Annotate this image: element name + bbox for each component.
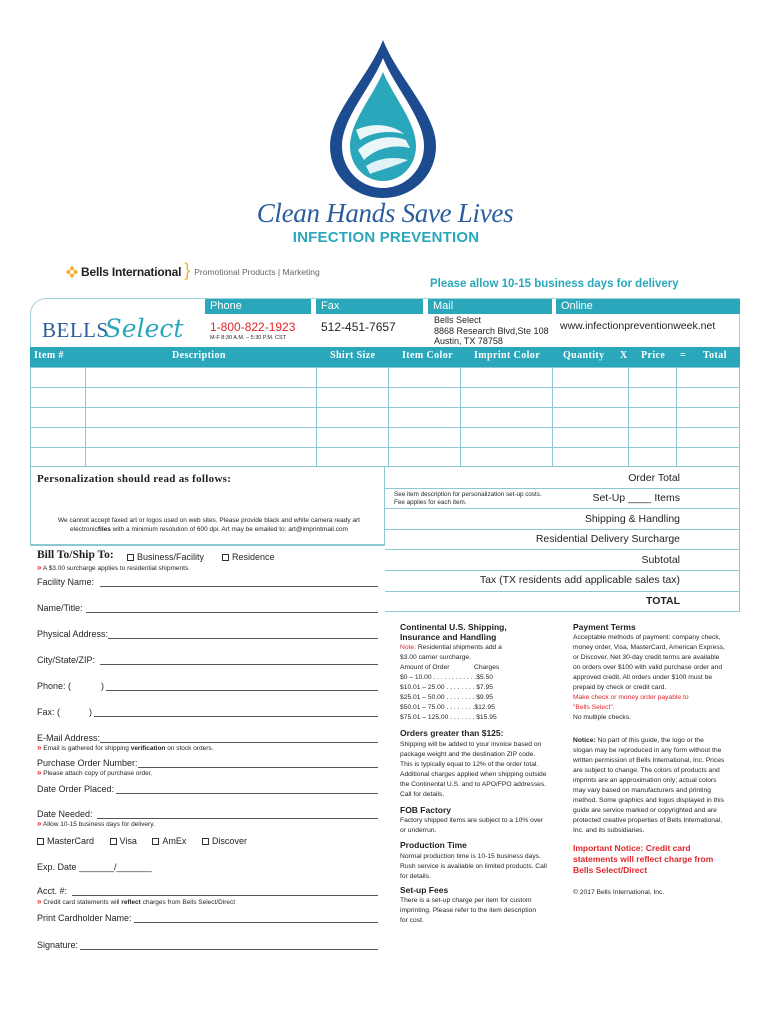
name-title-label: Name/Title: [37,603,83,613]
logo-select-text: Select [104,314,184,343]
surcharge-note [37,563,190,572]
art-note-line-1: We cannot accept faxed art or logos used on web sites. Please provide black and white camera ready art [58,517,360,524]
setup-cost-note: See item description for personalization set-up costs. Fee applies for each item. [394,491,542,506]
date-needed-note-text: Allow 10-15 business days for delivery. [42,821,155,828]
mail-address [434,315,549,347]
checkbox-icon[interactable] [222,554,229,561]
notice-line: may vary based on manufacturers and printing [573,787,711,794]
shipping-handling-label: Shipping & Handling [584,513,680,525]
shipping-note-label: Note: [400,644,416,651]
charge-row: $10.01 – 25.00 . . . . . . . . $7.95 [400,684,493,691]
payment-line: or Discover. Net 30-day credit terms are available [573,654,720,661]
phone-input[interactable] [106,690,378,691]
chevron-icon: » [37,743,42,752]
order-total-label: Order Total [628,472,680,484]
row-divider [30,407,740,408]
col-x: X [620,350,628,361]
card-label-3: Discover [211,836,247,846]
date-needed-label: Date Needed: [37,809,93,819]
shipping-title [400,622,507,642]
date-needed-note [37,819,155,828]
po-label: Purchase Order Number: [37,758,138,768]
card-label-2: AmEx [162,836,187,846]
setup-fees-body [400,896,536,926]
amount-col-header: Amount of Order [400,664,450,671]
acct-note [37,897,235,906]
notice-body [573,736,724,836]
subheadline: INFECTION PREVENTION [292,229,480,246]
charge-row: $50.01 – 75.00 . . . . . . . .$12.95 [400,704,495,711]
col-divider [628,367,629,467]
email-note [37,743,213,752]
payment-line: money order, Visa, MasterCard, American Express, [573,644,725,651]
date-placed-input[interactable] [116,793,378,794]
totals-divider [385,591,740,592]
notice-label: Notice: [573,737,596,744]
email-note-a: Email is gathered for shipping [43,745,131,752]
no-multiple-checks: No multiple checks. [573,714,631,721]
important-notice [573,843,713,876]
payable-note: Make check or money order payable to [573,694,689,701]
shipping-note-text-2: $3.00 carrier surcharge. [400,654,471,661]
email-note-c: on stock orders. [165,745,214,752]
charge-row: $75.01 – 125.00 . . . . . . . $15.95 [400,714,497,721]
payment-line: Acceptable methods of payment: company check, [573,634,721,641]
payment-terms-title: Payment Terms [573,622,636,632]
payment-line: on orders over $100 with valid purchase order and [573,664,723,671]
col-quantity: Quantity [563,350,605,361]
totals-divider [385,549,740,550]
phone-number[interactable]: 1-800-822-1923 [210,320,296,334]
option-business[interactable] [127,552,204,562]
physical-address-input[interactable] [108,638,378,639]
flower-icon [66,266,78,278]
production-body [400,852,547,882]
charge-row: $25.01 – 50.00 . . . . . . . . $9.95 [400,694,493,701]
shipping-title-line-2: Insurance and Handling [400,632,497,642]
physical-address-label: Physical Address: [37,629,109,639]
production-title: Production Time [400,840,467,850]
card-options [37,836,247,846]
over-body-line: Additional charges applied when shipping outside [400,771,547,778]
payment-line: approved credit. All orders under $100 must be [573,674,713,681]
option-residence[interactable] [222,552,275,562]
production-line: Normal production time is 10-15 business days. [400,853,541,860]
over-125-title: Orders greater than $125: [400,728,504,738]
col-divider [388,367,389,467]
surcharge-note-text: A $3.00 surcharge applies to residential shipments. [42,565,190,572]
mail-line-3: Austin, TX 78758 [434,336,503,346]
po-note [37,768,152,777]
fob-title: FOB Factory [400,805,452,815]
delivery-note: Please allow 10-15 business days for delivery [430,278,679,290]
email-label: E-Mail Address: [37,733,101,743]
fax-paren: ) [89,707,92,717]
setup-items-label: Set-Up ____ Items [592,492,680,504]
over-body-line: package weight and the destination ZIP code. [400,751,536,758]
col-divider [460,367,461,467]
art-note-c: with a minimum resolution of 600 dpi. Art may be emailed to: art@imprintmail.com [110,526,348,533]
logo-bells-text: BELLS [42,318,109,342]
checkbox-icon[interactable] [202,838,209,845]
facility-input[interactable] [100,586,378,587]
art-requirements-note [44,516,374,534]
cardholder-input[interactable] [134,922,378,923]
over-body-line: Shipping will be added to your invoice based on [400,741,542,748]
chevron-icon: » [37,897,42,906]
online-url[interactable]: www.infectionpreventionweek.net [560,320,716,332]
mail-line-2: 8868 Research Blvd,Ste 108 [434,325,549,336]
fob-line: or underrun. [400,827,437,834]
checkbox-icon[interactable] [110,838,117,845]
notice-line: method. Some graphics and logos displayed in this [573,797,724,804]
phone-paren: ) [101,681,104,691]
important-line: Important Notice: Credit card [573,843,691,853]
col-item-color: Item Color [402,350,453,361]
important-line: Bells Select/Direct [573,865,648,875]
payable-note-2: "Bells Select". [573,704,615,711]
shipping-note-text: Residential shipments add a [415,644,502,651]
checkbox-icon[interactable] [152,838,159,845]
totals-divider [385,611,740,612]
facility-label: Facility Name: [37,577,95,587]
card-amex[interactable] [152,836,186,846]
setup-fees-title: Set-up Fees [400,885,449,895]
over-body-line: This is typically equal to 12% of the order total. [400,761,539,768]
fax-label: Fax: ( [37,707,61,717]
setup-line: There is a set-up charge per item for custom [400,897,532,904]
phone-hours: M-F 8:30 A.M. – 5:30 P.M. CST [210,335,287,341]
payment-terms-body [573,633,725,723]
notice-line: written permission of Bells International, Inc. Prices [573,757,725,764]
bells-select-logo [42,314,183,343]
checkbox-icon[interactable] [37,838,44,845]
card-mastercard[interactable] [37,836,94,846]
art-note-b: files [97,526,111,533]
acct-note-a: Credit card statements will [43,899,122,906]
notice-line: are subject to change. The colors of products and [573,767,720,774]
totals-divider [385,529,740,530]
company-name: Bells International [81,265,182,279]
production-line: Rush service is available on limited products. Call [400,863,547,870]
row-divider [30,447,740,448]
option-residence-label: Residence [232,552,275,562]
charges-col-header: Charges [474,664,500,671]
chevron-icon: » [37,768,42,777]
city-state-zip-label: City/State/ZIP: [37,655,96,665]
col-price: Price [641,350,666,361]
fob-line: Factory shipped items are subject to a 10% over [400,817,544,824]
subtotal-label: Subtotal [641,554,680,566]
signature-input[interactable] [80,949,378,950]
setup-line: imprinting. Please refer to the item description [400,907,537,914]
important-line: statements will reflect charge from [573,854,714,864]
col-divider [676,367,677,467]
billto-divider [30,545,385,546]
notice-line: slogan may be reproduced in any form without the [573,747,722,754]
cardholder-label: Print Cardholder Name: [37,913,132,923]
phone-header: Phone [205,299,311,314]
personalization-title: Personalization should read as follows: [37,473,232,485]
email-note-b: verification [130,745,166,752]
over-body-line: the Continental U.S. and to APO/FPO addresses. [400,781,547,788]
col-divider [552,367,553,467]
notice-line: protected creative properties of Bells International, [573,817,723,824]
col-divider [85,367,86,467]
online-header: Online [556,299,740,314]
shipping-body [400,643,502,723]
totals-divider [385,508,740,509]
tax-label: Tax (TX residents add applicable sales tax) [479,574,680,586]
payment-line: prepaid by check or credit card. [573,684,667,691]
row-divider [30,387,740,388]
acct-note-c: charges from Bells Select/Direct [140,899,236,906]
items-table-body[interactable] [30,367,740,467]
copyright: © 2017 Bells International, Inc. [573,889,665,896]
acct-note-b: reflect [121,899,141,906]
brace-divider: } [184,260,191,280]
card-visa[interactable] [110,836,137,846]
col-total: Total [703,350,727,361]
shipping-title-line-1: Continental U.S. Shipping, [400,622,507,632]
notice-line: imprints are an approximation only; actual colors [573,777,717,784]
col-item: Item # [34,350,64,361]
col-imprint-color: Imprint Color [474,350,541,361]
card-label-1: Visa [119,836,137,846]
row-divider [30,427,740,428]
col-description: Description [172,350,226,361]
mail-header: Mail [428,299,552,314]
city-state-zip-input[interactable] [100,664,378,665]
billto-title: Bill To/Ship To: [37,549,114,561]
col-divider [316,367,317,467]
total-label: TOTAL [645,595,680,607]
company-tagline: Promotional Products | Marketing [194,267,320,277]
chevron-icon: » [37,819,42,828]
col-shirt-size: Shirt Size [330,350,376,361]
notice-line: Inc. and its subsidiaries. [573,827,645,834]
option-business-label: Business/Facility [137,552,205,562]
charge-row: $0 – 10.00 . . . . . . . . . . . .$5.50 [400,674,493,681]
notice-line: guide are service marked or copyrighted and are [573,807,717,814]
residential-surcharge-label: Residential Delivery Surcharge [535,533,680,545]
headline: Clean Hands Save Lives [256,198,514,228]
col-equals: = [680,350,687,361]
over-body-line: Call for details. [400,791,445,798]
setup-line: for cost. [400,917,424,924]
fob-body [400,816,543,836]
totals-divider [385,570,740,571]
signature-label: Signature: [37,940,79,950]
fax-input[interactable] [94,716,378,717]
fax-header: Fax [316,299,423,314]
production-line: for details. [400,873,431,880]
items-table-header [30,347,740,367]
mail-line-1: Bells Select [434,315,482,325]
po-note-text: Please attach copy of purchase order. [43,770,153,777]
name-title-input[interactable] [86,612,378,613]
acct-label: Acct. #: [37,886,68,896]
notice-line: No part of this guide, the logo or the [595,737,704,744]
card-discover[interactable] [202,836,247,846]
date-placed-label: Date Order Placed: [37,784,115,794]
art-note-a: electronic [70,526,98,533]
exp-date-field[interactable]: Exp. Date _______/_______ [37,862,152,872]
over-125-body [400,740,547,800]
fax-number: 512-451-7657 [321,320,396,334]
card-label-0: MasterCard [47,836,95,846]
bells-international-logo [66,260,320,281]
totals-divider [385,488,740,489]
hands-drop-logo [328,38,438,200]
po-input[interactable] [138,767,378,768]
chevron-icon: » [37,563,42,572]
checkbox-icon[interactable] [127,554,134,561]
acct-input[interactable] [72,895,378,896]
phone-label: Phone: ( [37,681,72,691]
